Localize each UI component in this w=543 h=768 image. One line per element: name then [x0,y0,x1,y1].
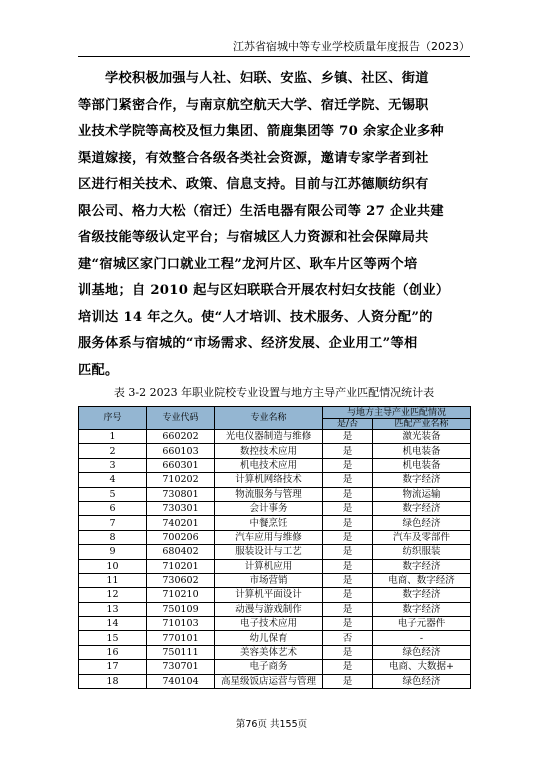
table-row [79,487,471,501]
cell-index: 18 [79,674,147,688]
cell-industry: 绿色经济 [373,516,471,530]
cell-industry: 绿色经济 [373,674,471,688]
cell-industry: 物流运输 [373,487,471,501]
cell-industry: 电商、大数据+ [373,660,471,674]
cell-industry: 数字经济 [373,588,471,602]
cell-name: 光电仪器制造与维修 [215,430,323,444]
table-row [79,674,471,688]
paragraph-line: 建“宿城区家门口就业工程”龙河片区、耿车片区等两个培 [78,256,418,272]
cell-industry: 电商、数字经济 [373,573,471,587]
paragraph-line: 训基地；自 2010 起与区妇联联合开展农村妇女技能（创业） [78,283,450,298]
cell-name: 计算机应用 [215,559,323,573]
cell-industry: 数字经济 [373,473,471,487]
table-body [79,430,471,689]
cell-industry: 数字经济 [373,559,471,573]
paragraph-line: 等部门紧密合作，与南京航空航天大学、宿迁学院、无锡职 [78,97,429,113]
page-number: 第76页 共155页 [235,719,308,730]
table-row [79,530,471,544]
cell-match: 否 [323,631,373,645]
cell-code: 750111 [147,645,215,659]
cell-code: 740104 [147,674,215,688]
cell-industry: 汽车及零部件 [373,530,471,544]
cell-industry: 电子元器件 [373,617,471,631]
cell-code: 660202 [147,430,215,444]
table-row [79,602,471,616]
cell-code: 730301 [147,501,215,515]
cell-match: 是 [323,530,373,544]
cell-name: 电子商务 [215,660,323,674]
cell-name: 动漫与游戏制作 [215,602,323,616]
cell-code: 700206 [147,530,215,544]
table-row [79,430,471,444]
cell-code: 680402 [147,545,215,559]
cell-index: 6 [79,501,147,515]
cell-name: 幼儿保育 [215,631,323,645]
cell-match: 是 [323,660,373,674]
cell-industry: 激光装备 [373,430,471,444]
cell-industry: 机电装备 [373,458,471,472]
cell-index: 5 [79,487,147,501]
table-row [79,473,471,487]
cell-code: 660103 [147,444,215,458]
cell-match: 是 [323,501,373,515]
cell-code: 770101 [147,631,215,645]
cell-index: 9 [79,545,147,559]
cell-index: 4 [79,473,147,487]
paragraph-line: 区进行相关技术、政策、信息支持。目前与江苏德顺纺织有 [78,177,429,192]
cell-match: 是 [323,516,373,530]
cell-match: 是 [323,617,373,631]
body-paragraph [78,66,470,384]
table-row [79,660,471,674]
cell-match: 是 [323,674,373,688]
cell-code: 730701 [147,660,215,674]
cell-industry: 数字经济 [373,602,471,616]
cell-code: 710202 [147,473,215,487]
cell-code: 730801 [147,487,215,501]
cell-index: 16 [79,645,147,659]
cell-match: 是 [323,430,373,444]
paragraph-line: 匹配。 [78,362,119,378]
paragraph-line: 渠道嫁接，有效整合各级各类社会资源，邀请专家学者到社 [78,150,429,166]
cell-name: 计算机网络技术 [215,473,323,487]
cell-match: 是 [323,458,373,472]
cell-match: 是 [323,645,373,659]
paragraph-line: 学校积极加强与人社、妇联、安监、乡镇、社区、街道 [105,71,429,86]
cell-name: 数控技术应用 [215,444,323,458]
paragraph-line: 业技术学院等高校及恒力集团、箭鹿集团等 70 余家企业多种 [78,124,444,139]
cell-match: 是 [323,487,373,501]
table-row [79,588,471,602]
table-row [79,501,471,515]
table-row [79,458,471,472]
cell-name: 汽车应用与维修 [215,530,323,544]
cell-industry: 数字经济 [373,501,471,515]
cell-name: 机电技术应用 [215,458,323,472]
table-row [79,631,471,645]
cell-index: 15 [79,631,147,645]
cell-name: 计算机平面设计 [215,588,323,602]
cell-name: 物流服务与管理 [215,487,323,501]
cell-match: 是 [323,573,373,587]
table-row [79,645,471,659]
header-index: 序号 [79,407,147,430]
cell-match: 是 [323,588,373,602]
cell-industry: - [373,631,471,645]
cell-index: 11 [79,573,147,587]
cell-code: 740201 [147,516,215,530]
table-caption: 表 3-2 2023 年职业院校专业设置与地方主导产业匹配情况统计表 [113,386,435,399]
cell-index: 14 [79,617,147,631]
table-row [79,444,471,458]
cell-code: 710210 [147,588,215,602]
paragraph-line: 省级技能等级认定平台；与宿城区人力资源和社会保障局共 [78,230,429,245]
cell-name: 电子技术应用 [215,617,323,631]
header-group: 与地方主导产业匹配情况 [323,407,471,419]
cell-match: 是 [323,545,373,559]
cell-match: 是 [323,602,373,616]
page-header [78,40,470,57]
cell-industry: 绿色经济 [373,645,471,659]
major-matching-table [78,406,471,689]
cell-code: 660301 [147,458,215,472]
cell-index: 8 [79,530,147,544]
cell-match: 是 [323,473,373,487]
paragraph-line: 服务体系与宿城的“市场需求、经济发展、企业用工”等相 [78,336,418,351]
cell-name: 会计事务 [215,501,323,515]
table-row [79,617,471,631]
page-footer [0,716,543,730]
cell-name: 高星级饭店运营与管理 [215,674,323,688]
paragraph-line: 培训达 14 年之久。使“人才培训、技术服务、人资分配”的 [78,309,433,325]
header-name: 专业名称 [215,407,323,430]
cell-match: 是 [323,444,373,458]
cell-code: 750109 [147,602,215,616]
cell-index: 10 [79,559,147,573]
cell-industry: 机电装备 [373,444,471,458]
cell-index: 2 [79,444,147,458]
cell-code: 710201 [147,559,215,573]
cell-index: 1 [79,430,147,444]
cell-industry: 纺织服装 [373,545,471,559]
header-code: 专业代码 [147,407,215,430]
cell-match: 是 [323,559,373,573]
cell-name: 美容美体艺术 [215,645,323,659]
cell-name: 中餐烹饪 [215,516,323,530]
cell-index: 3 [79,458,147,472]
header-industry: 匹配产业名称 [373,419,471,430]
cell-name: 市场营销 [215,573,323,587]
table-row [79,516,471,530]
table-row [79,573,471,587]
cell-name: 服装设计与工艺 [215,545,323,559]
cell-code: 710103 [147,617,215,631]
header-title: 江苏省宿城中等专业学校质量年度报告（2023） [233,40,470,53]
paragraph-line: 限公司、格力大松（宿迁）生活电器有限公司等 27 企业共建 [78,203,444,219]
cell-index: 17 [79,660,147,674]
header-match: 是/否 [323,419,373,430]
cell-index: 12 [79,588,147,602]
cell-index: 7 [79,516,147,530]
table-row [79,559,471,573]
cell-index: 13 [79,602,147,616]
cell-code: 730602 [147,573,215,587]
table-row [79,545,471,559]
